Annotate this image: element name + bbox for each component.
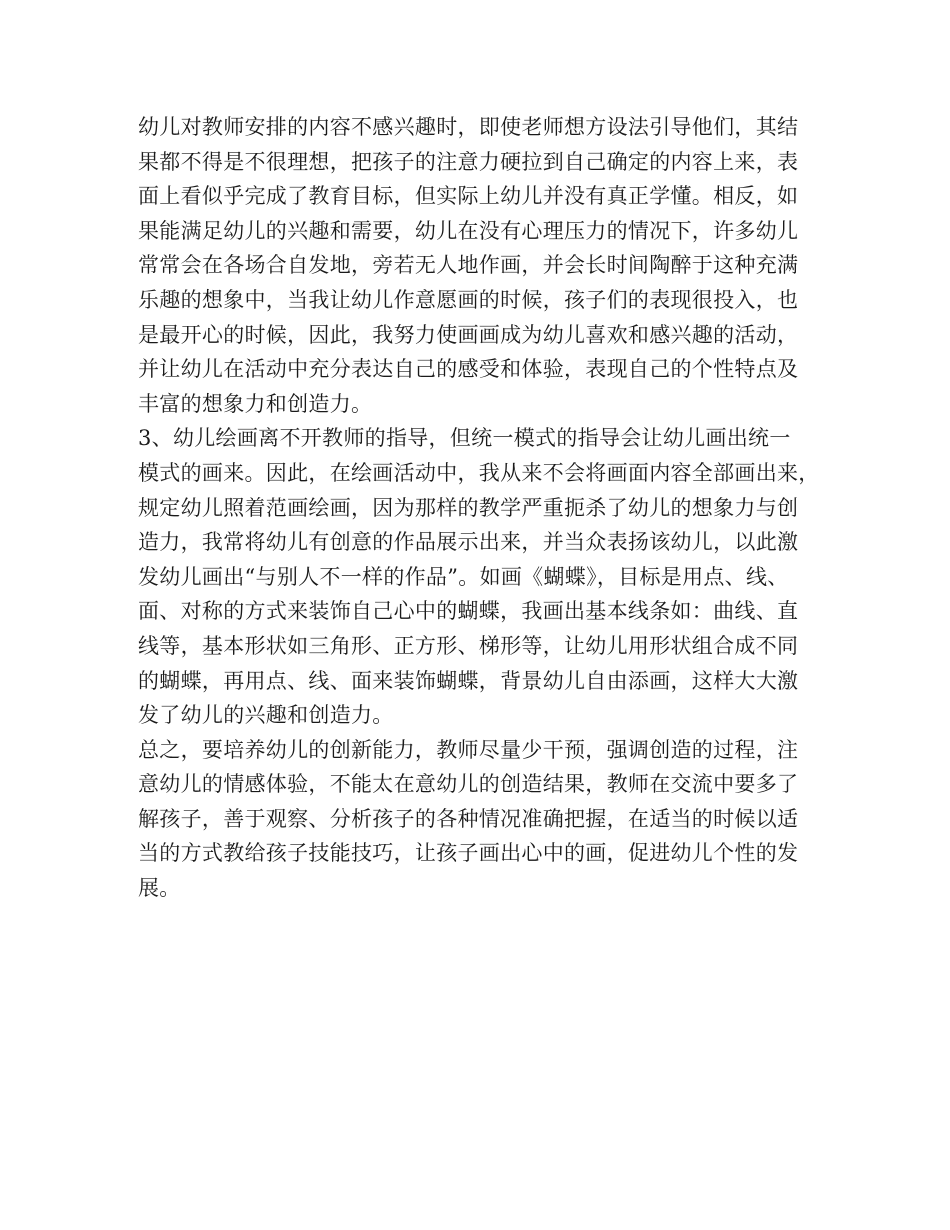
text-line: 面上看似乎完成了教育目标，但实际上幼儿并没有真正学懂。相反，如 xyxy=(138,184,799,209)
text-line: 常常会在各场合自发地，旁若无人地作画，并会长时间陶醉于这种充满 xyxy=(138,253,799,278)
text-line: 果能满足幼儿的兴趣和需要，幼儿在没有心理压力的情况下，许多幼儿 xyxy=(138,218,799,243)
text-line: 幼儿对教师安排的内容不感兴趣时，即使老师想方设法引导他们，其结 xyxy=(138,115,799,139)
text-line: 3、幼儿绘画离不开教师的指导，但统一模式的指导会让幼儿画出统一 xyxy=(138,426,791,451)
text-line: 造力，我常将幼儿有创意的作品展示出来，并当众表扬该幼儿，以此激 xyxy=(138,530,799,555)
text-line: 面、对称的方式来装饰自己心中的蝴蝶，我画出基本线条如：曲线、直 xyxy=(138,599,799,624)
text-line: 线等，基本形状如三角形、正方形、梯形等，让幼儿用形状组合成不同 xyxy=(138,633,799,658)
text-line: 果都不得是不很理想，把孩子的注意力硬拉到自己确定的内容上来，表 xyxy=(138,149,799,174)
text-line: 发了幼儿的兴趣和创造力。 xyxy=(138,703,394,728)
document-body xyxy=(138,110,818,906)
paragraph-guidance xyxy=(138,421,818,732)
text-line: 总之，要培养幼儿的创新能力，教师尽量少干预，强调创造的过程，注 xyxy=(138,737,799,762)
text-line: 并让幼儿在活动中充分表达自己的感受和体验，表现自己的个性特点及 xyxy=(138,357,799,382)
paragraph-interest xyxy=(138,110,818,421)
text-line: 展。 xyxy=(138,876,181,901)
text-line: 丰富的想象力和创造力。 xyxy=(138,391,373,416)
text-line: 模式的画来。因此，在绘画活动中，我从来不会将画面内容全部画出来， xyxy=(138,460,820,485)
text-line: 解孩子，善于观察、分析孩子的各种情况准确把握，在适当的时候以适 xyxy=(138,806,799,831)
text-line: 发幼儿画出“与别人不一样的作品”。如画《蝴蝶》，目标是用点、线、 xyxy=(138,564,789,589)
text-line: 当的方式教给孩子技能技巧，让孩子画出心中的画，促进幼儿个性的发 xyxy=(138,841,799,866)
paragraph-summary xyxy=(138,733,818,906)
text-line: 意幼儿的情感体验，不能太在意幼儿的创造结果，教师在交流中要多了 xyxy=(138,772,799,797)
text-line: 是最开心的时候，因此，我努力使画画成为幼儿喜欢和感兴趣的活动， xyxy=(138,322,799,347)
text-line: 乐趣的想象中，当我让幼儿作意愿画的时候，孩子们的表现很投入，也 xyxy=(138,287,799,312)
text-line: 的蝴蝶，再用点、线、面来装饰蝴蝶，背景幼儿自由添画，这样大大激 xyxy=(138,668,799,693)
text-line: 规定幼儿照着范画绘画，因为那样的教学严重扼杀了幼儿的想象力与创 xyxy=(138,495,799,520)
